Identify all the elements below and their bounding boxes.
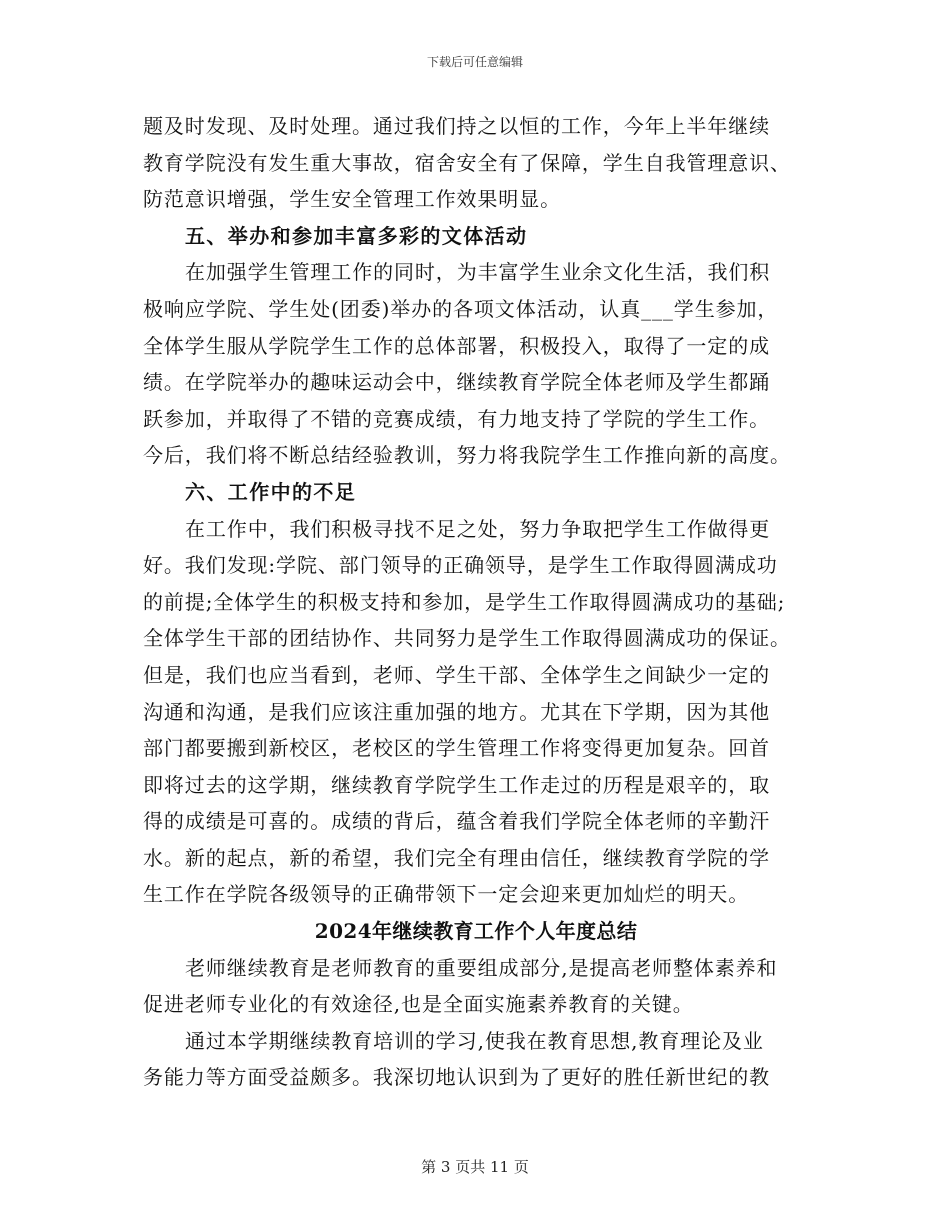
- section-heading: 六、工作中的不足: [185, 479, 357, 504]
- body-line: 题及时发现、及时处理。通过我们持之以恒的工作，今年上半年继续: [143, 114, 770, 138]
- body-line: 跃参加，并取得了不错的竞赛成绩，有力地支持了学院的学生工作。: [143, 406, 770, 431]
- body-line: 即将过去的这学期，继续教育学院学生工作走过的历程是艰辛的，取: [143, 772, 770, 797]
- body-line: 促进老师专业化的有效途径,也是全面实施素养教育的关键。: [143, 992, 694, 1017]
- section-heading: 五、举办和参加丰富多彩的文体活动: [185, 223, 528, 248]
- body-line: 生工作在学院各级领导的正确带领下一定会迎来更加灿烂的明天。: [143, 882, 750, 907]
- body-line: 通过本学期继续教育培训的学习,使我在教育思想,教育理论及业: [185, 1028, 764, 1053]
- body-line: 部门都要搬到新校区，老校区的学生管理工作将变得更加复杂。回首: [143, 736, 770, 761]
- body-line: 在加强学生管理工作的同时，为丰富学生业余文化生活，我们积: [185, 260, 771, 285]
- body-line: 今后，我们将不断总结经验教训，努力将我院学生工作推向新的高度。: [143, 443, 791, 468]
- page-header: 下载后可任意编辑: [426, 55, 523, 69]
- document-body: [143, 108, 809, 1096]
- page-footer: 第 3 页共 11 页: [421, 1158, 529, 1176]
- body-line: 全体学生干部的团结协作、共同努力是学生工作取得圆满成功的保证。: [143, 626, 791, 651]
- body-line: 的前提;全体学生的积极支持和参加，是学生工作取得圆满成功的基础;: [143, 589, 786, 614]
- body-line: 但是，我们也应当看到，老师、学生干部、全体学生之间缺少一定的: [143, 662, 770, 687]
- body-line: 务能力等方面受益颇多。我深切地认识到为了更好的胜任新世纪的教: [143, 1065, 770, 1090]
- body-line: 水。新的起点，新的希望，我们完全有理由信任，继续教育学院的学: [143, 845, 770, 870]
- body-line: 绩。在学院举办的趣味运动会中，继续教育学院全体老师及学生都踊: [143, 370, 770, 395]
- body-line: 得的成绩是可喜的。成绩的背后，蕴含着我们学院全体老师的辛勤汗: [143, 809, 770, 834]
- body-line: 好。我们发现:学院、部门领导的正确领导，是学生工作取得圆满成功: [143, 553, 778, 578]
- body-line: 在工作中，我们积极寻找不足之处，努力争取把学生工作做得更: [185, 516, 771, 541]
- body-line: 防范意识增强，学生安全管理工作效果明显。: [143, 187, 561, 212]
- body-line: 极响应学院、学生处(团委)举办的各项文体活动，认真___学生参加，: [143, 296, 779, 321]
- body-line: 教育学院没有发生重大事故，宿舍安全有了保障，学生自我管理意识、: [143, 150, 791, 175]
- body-line: 沟通和沟通，是我们应该注重加强的地方。尤其在下学期，因为其他: [143, 699, 770, 724]
- document-title: 2024年继续教育工作个人年度总结: [314, 919, 638, 944]
- body-line: 老师继续教育是老师教育的重要组成部分,是提高老师整体素养和: [185, 955, 778, 980]
- body-line: 全体学生服从学院学生工作的总体部署，积极投入，取得了一定的成: [143, 333, 770, 358]
